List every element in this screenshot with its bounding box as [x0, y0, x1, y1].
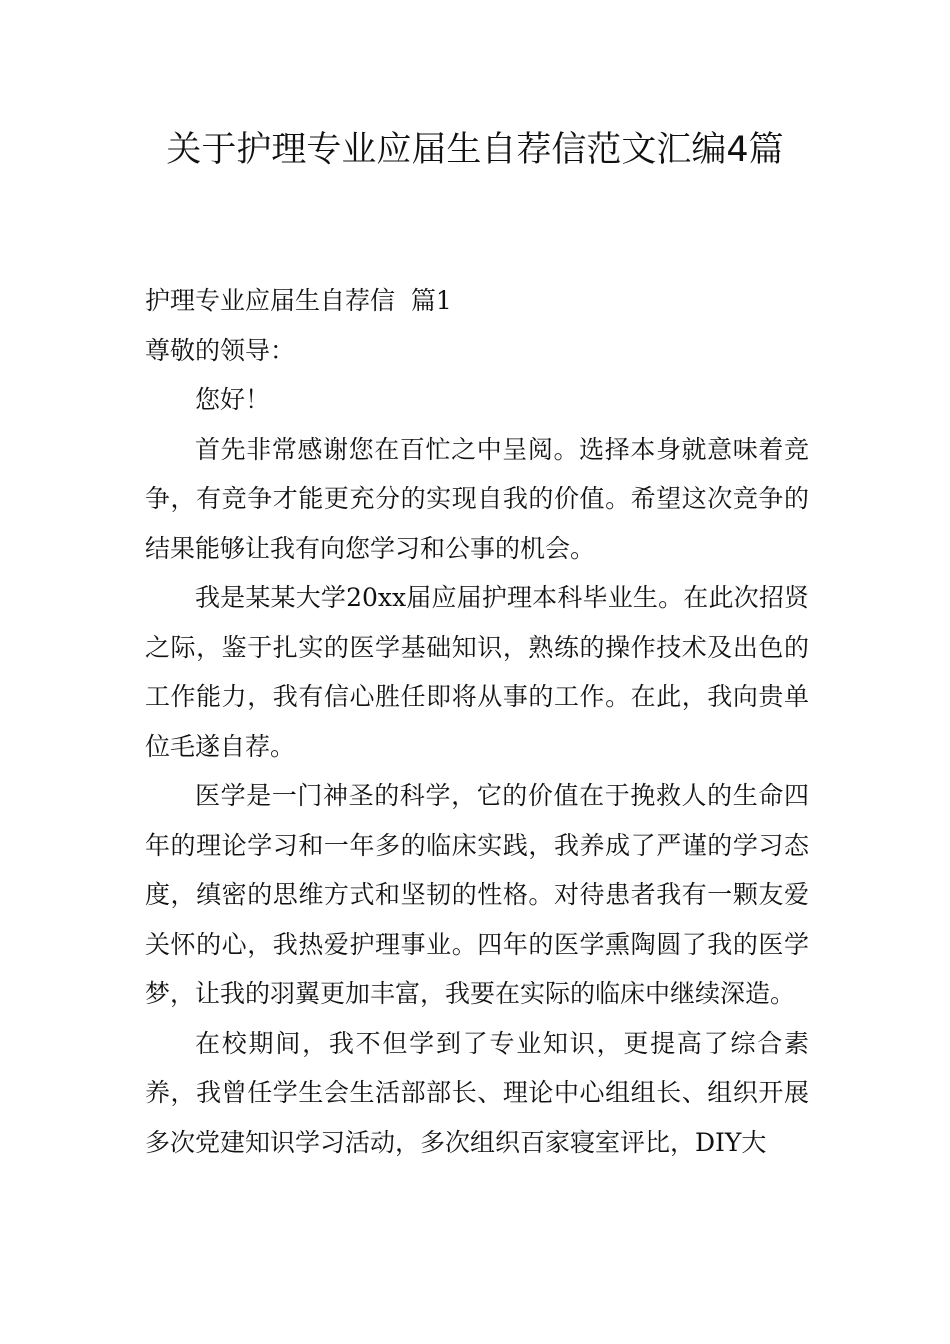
document-body	[145, 276, 809, 1167]
paragraph: 我是某某大学20xx届应届护理本科毕业生。在此次招贤之际，鉴于扎实的医学基础知识，熟练的操作技术及出色的工作能力，我有信心胜任即将从事的工作。在此，我向贵单位毛遂自荐。	[145, 583, 809, 761]
document-title: 关于护理专业应届生自荐信范文汇编4篇	[166, 130, 784, 170]
section-heading: 护理专业应届生自荐信 篇1	[145, 286, 452, 315]
salutation: 尊敬的领导：	[145, 335, 296, 365]
paragraph: 医学是一门神圣的科学，它的价值在于挽救人的生命四年的理论学习和一年多的临床实践，我养成了严谨的学习态度，缜密的思维方式和坚韧的性格。对待患者我有一颗友爱关怀的心，我热爱护理事业。四年的医学熏陶圆了我的医学梦，让我的羽翼更加丰富，我要在实际的临床中继续深造。	[145, 781, 809, 1008]
greeting: 您好！	[195, 385, 271, 414]
paragraph: 首先非常感谢您在百忙之中呈阅。选择本身就意味着竞争，有竞争才能更充分的实现自我的价值。希望这次竞争的结果能够让我有向您学习和公事的机会。	[145, 434, 809, 563]
paragraph: 在校期间，我不但学到了专业知识，更提高了综合素养，我曾任学生会生活部部长、理论中心组组长、组织开展多次党建知识学习活动，多次组织百家寝室评比，DIY大	[145, 1028, 809, 1157]
